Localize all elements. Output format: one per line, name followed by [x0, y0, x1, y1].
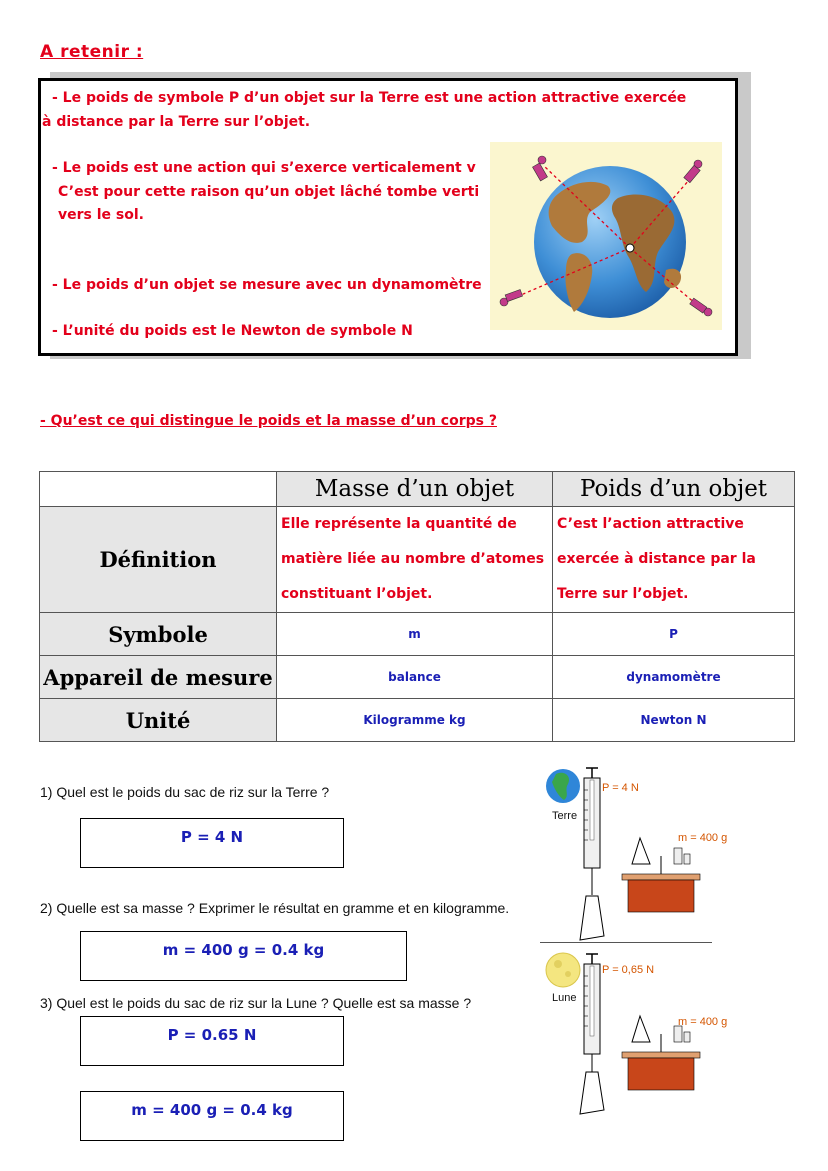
table-row-definition — [40, 507, 795, 613]
unite-masse: Kilogramme kg — [277, 699, 553, 742]
retenir-line-2c: vers le sol. — [58, 207, 144, 223]
symbole-masse: m — [277, 613, 553, 656]
comparison-table — [39, 471, 795, 742]
retenir-line-1b: à distance par la Terre sur l’objet. — [42, 114, 311, 130]
table-row-unite — [40, 699, 795, 742]
answer-3: P = 0.65 N — [167, 1026, 257, 1044]
answer-box-4 — [80, 1091, 344, 1141]
answer-box-1 — [80, 818, 344, 868]
retenir-line-2a: - Le poids est une action qui s’exerce verticalement v — [52, 160, 476, 176]
earth-label: Terre — [552, 810, 578, 822]
table-header-empty — [40, 472, 277, 507]
table-row-appareil — [40, 656, 795, 699]
earth-mass-label: m = 400 g — [678, 832, 728, 844]
section-title-retenir: A retenir : — [40, 42, 144, 62]
symbole-poids: P — [553, 613, 795, 656]
earth-globe-icon — [490, 142, 722, 330]
definition-poids — [553, 507, 795, 613]
table-header-poids: Poids d’un objet — [553, 472, 795, 507]
row-label-appareil: Appareil de mesure — [40, 656, 277, 699]
moon-label: Lune — [552, 992, 577, 1004]
retenir-line-2b: C’est pour cette raison qu’un objet lâché tombe verti — [58, 184, 480, 200]
figure-earth — [540, 760, 728, 942]
answer-4: m = 400 g = 0.4 kg — [131, 1101, 293, 1119]
definition-masse — [277, 507, 553, 613]
table-header-row — [40, 472, 795, 507]
figure-divider — [540, 942, 712, 943]
appareil-masse: balance — [277, 656, 553, 699]
moon-weight-label: P = 0,65 N — [602, 964, 655, 976]
definition-masse-line: constituant l’objet. — [281, 586, 433, 602]
table-header-masse: Masse d’un objet — [277, 472, 553, 507]
earth-weight-label: P = 4 N — [602, 782, 639, 794]
definition-masse-line: matière liée au nombre d’atomes — [281, 551, 545, 567]
retenir-line-1a: - Le poids de symbole P d’un objet sur la Terre est une action attractive exercée — [52, 90, 687, 106]
answer-1: P = 4 N — [180, 828, 244, 846]
row-label-unite: Unité — [40, 699, 277, 742]
question-2: 2) Quelle est sa masse ? Exprimer le résultat en gramme et en kilogramme. — [40, 900, 510, 916]
definition-poids-line: exercée à distance par la — [557, 551, 756, 567]
moon-mass-label: m = 400 g — [678, 1016, 728, 1028]
earth-gravity-illustration — [490, 142, 722, 330]
row-label-symbole: Symbole — [40, 613, 277, 656]
table-row-symbole — [40, 613, 795, 656]
definition-poids-line: C’est l’action attractive — [557, 516, 744, 532]
retenir-line-4: - L’unité du poids est le Newton de symbole N — [52, 323, 413, 339]
retenir-line-3: - Le poids d’un objet se mesure avec un dynamomètre — [52, 277, 482, 293]
figure-moon — [540, 946, 728, 1118]
answer-2: m = 400 g = 0.4 kg — [162, 941, 325, 959]
question-1: 1) Quel est le poids du sac de riz sur la Terre ? — [40, 784, 330, 800]
question-title: - Qu’est ce qui distingue le poids et la masse d’un corps ? — [40, 413, 497, 429]
answer-box-3 — [80, 1016, 344, 1066]
definition-poids-line: Terre sur l’objet. — [557, 586, 689, 602]
unite-poids: Newton N — [553, 699, 795, 742]
question-3: 3) Quel est le poids du sac de riz sur la Lune ? Quelle est sa masse ? — [40, 995, 472, 1011]
answer-box-2 — [80, 931, 407, 981]
definition-masse-line: Elle représente la quantité de — [281, 516, 517, 532]
appareil-poids: dynamomètre — [553, 656, 795, 699]
row-label-definition: Définition — [40, 507, 277, 613]
